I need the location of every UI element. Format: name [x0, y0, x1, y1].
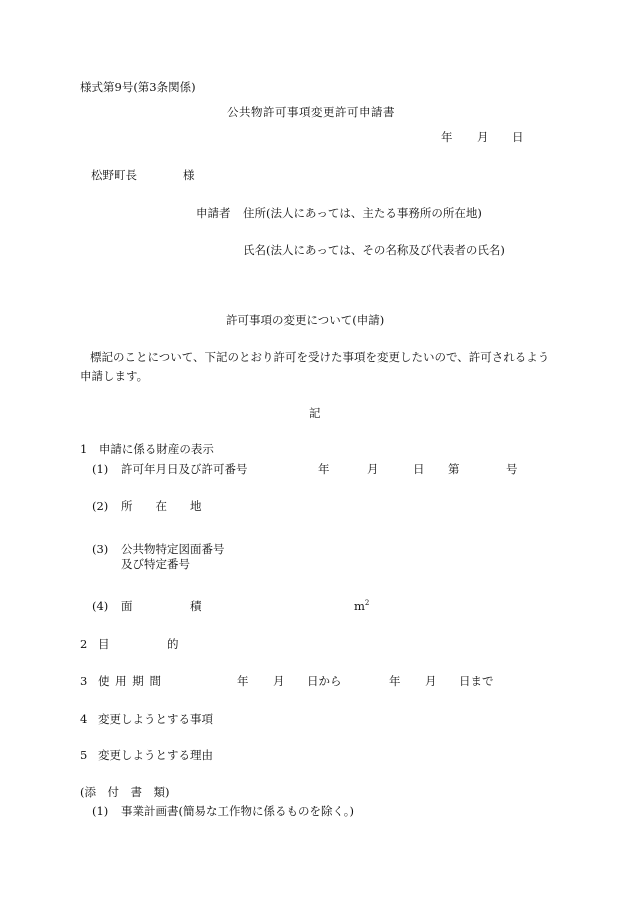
section-3-from-day: 日から	[307, 674, 342, 688]
section-2-label: 目 的	[98, 637, 179, 651]
section-4-label: 変更しようとする事項	[98, 712, 213, 726]
section-3-from-month: 月	[273, 674, 285, 688]
item-1-1-year: 年	[318, 462, 330, 476]
section-5-label: 変更しようとする理由	[98, 748, 213, 762]
form-number: 様式第9号(第3条関係)	[80, 80, 196, 94]
section-4-number: 4	[80, 712, 88, 726]
item-1-1-day: 日	[413, 462, 425, 476]
date-day: 日	[512, 130, 524, 144]
page-title: 公共物許可事項変更許可申請書	[227, 105, 395, 119]
date-year: 年	[441, 130, 453, 144]
ki-heading: 記	[309, 406, 321, 420]
recipient-name: 松野町長	[91, 168, 137, 182]
item-1-3-number: (3)	[92, 542, 109, 556]
item-1-1-dai: 第	[448, 462, 460, 476]
item-1-1-go: 号	[506, 462, 518, 476]
applicant-label: 申請者	[196, 206, 231, 220]
section-3-label: 使 用 期 間	[98, 674, 162, 688]
item-1-1-label: 許可年月日及び許可番号	[121, 462, 248, 476]
item-1-3-label-line2: 及び特定番号	[121, 557, 190, 571]
body-paragraph: 標記のことについて、下記のとおり許可を受けた事項を変更したいので、許可されるよう申請します。	[80, 350, 550, 383]
attachments-title: (添 付 書 類)	[80, 785, 170, 799]
attachment-1-label: 事業計画書(簡易な工作物に係るものを除く。)	[121, 804, 354, 818]
section-3-to-year: 年	[389, 674, 401, 688]
date-month: 月	[477, 130, 489, 144]
section-1-title: 1 申請に係る財産の表示	[80, 442, 214, 456]
section-3-from-year: 年	[237, 674, 249, 688]
area-unit-exponent: 2	[364, 599, 370, 607]
item-1-3-label-line1: 公共物特定図面番号	[121, 542, 225, 556]
item-1-2-label: 所 在 地	[121, 499, 202, 513]
item-1-4-label: 面 積	[121, 599, 202, 613]
section-3-to-month: 月	[425, 674, 437, 688]
recipient-honorific: 様	[183, 168, 195, 182]
item-1-1-month: 月	[367, 462, 379, 476]
item-1-1-number: (1)	[92, 462, 109, 476]
section-3-to-day: 日まで	[459, 674, 494, 688]
area-unit	[354, 598, 369, 614]
applicant-name-label: 氏名(法人にあっては、その名称及び代表者の氏名)	[243, 243, 505, 257]
attachment-1-number: (1)	[92, 804, 109, 818]
section-5-number: 5	[80, 748, 88, 762]
item-1-2-number: (2)	[92, 499, 109, 513]
applicant-address-label: 住所(法人にあっては、主たる事務所の所在地)	[243, 206, 482, 220]
section-3-number: 3	[80, 674, 88, 688]
section-2-number: 2	[80, 637, 88, 651]
subject-line: 許可事項の変更について(申請)	[226, 313, 385, 327]
area-unit-base: m	[354, 599, 365, 613]
item-1-4-number: (4)	[92, 599, 109, 613]
